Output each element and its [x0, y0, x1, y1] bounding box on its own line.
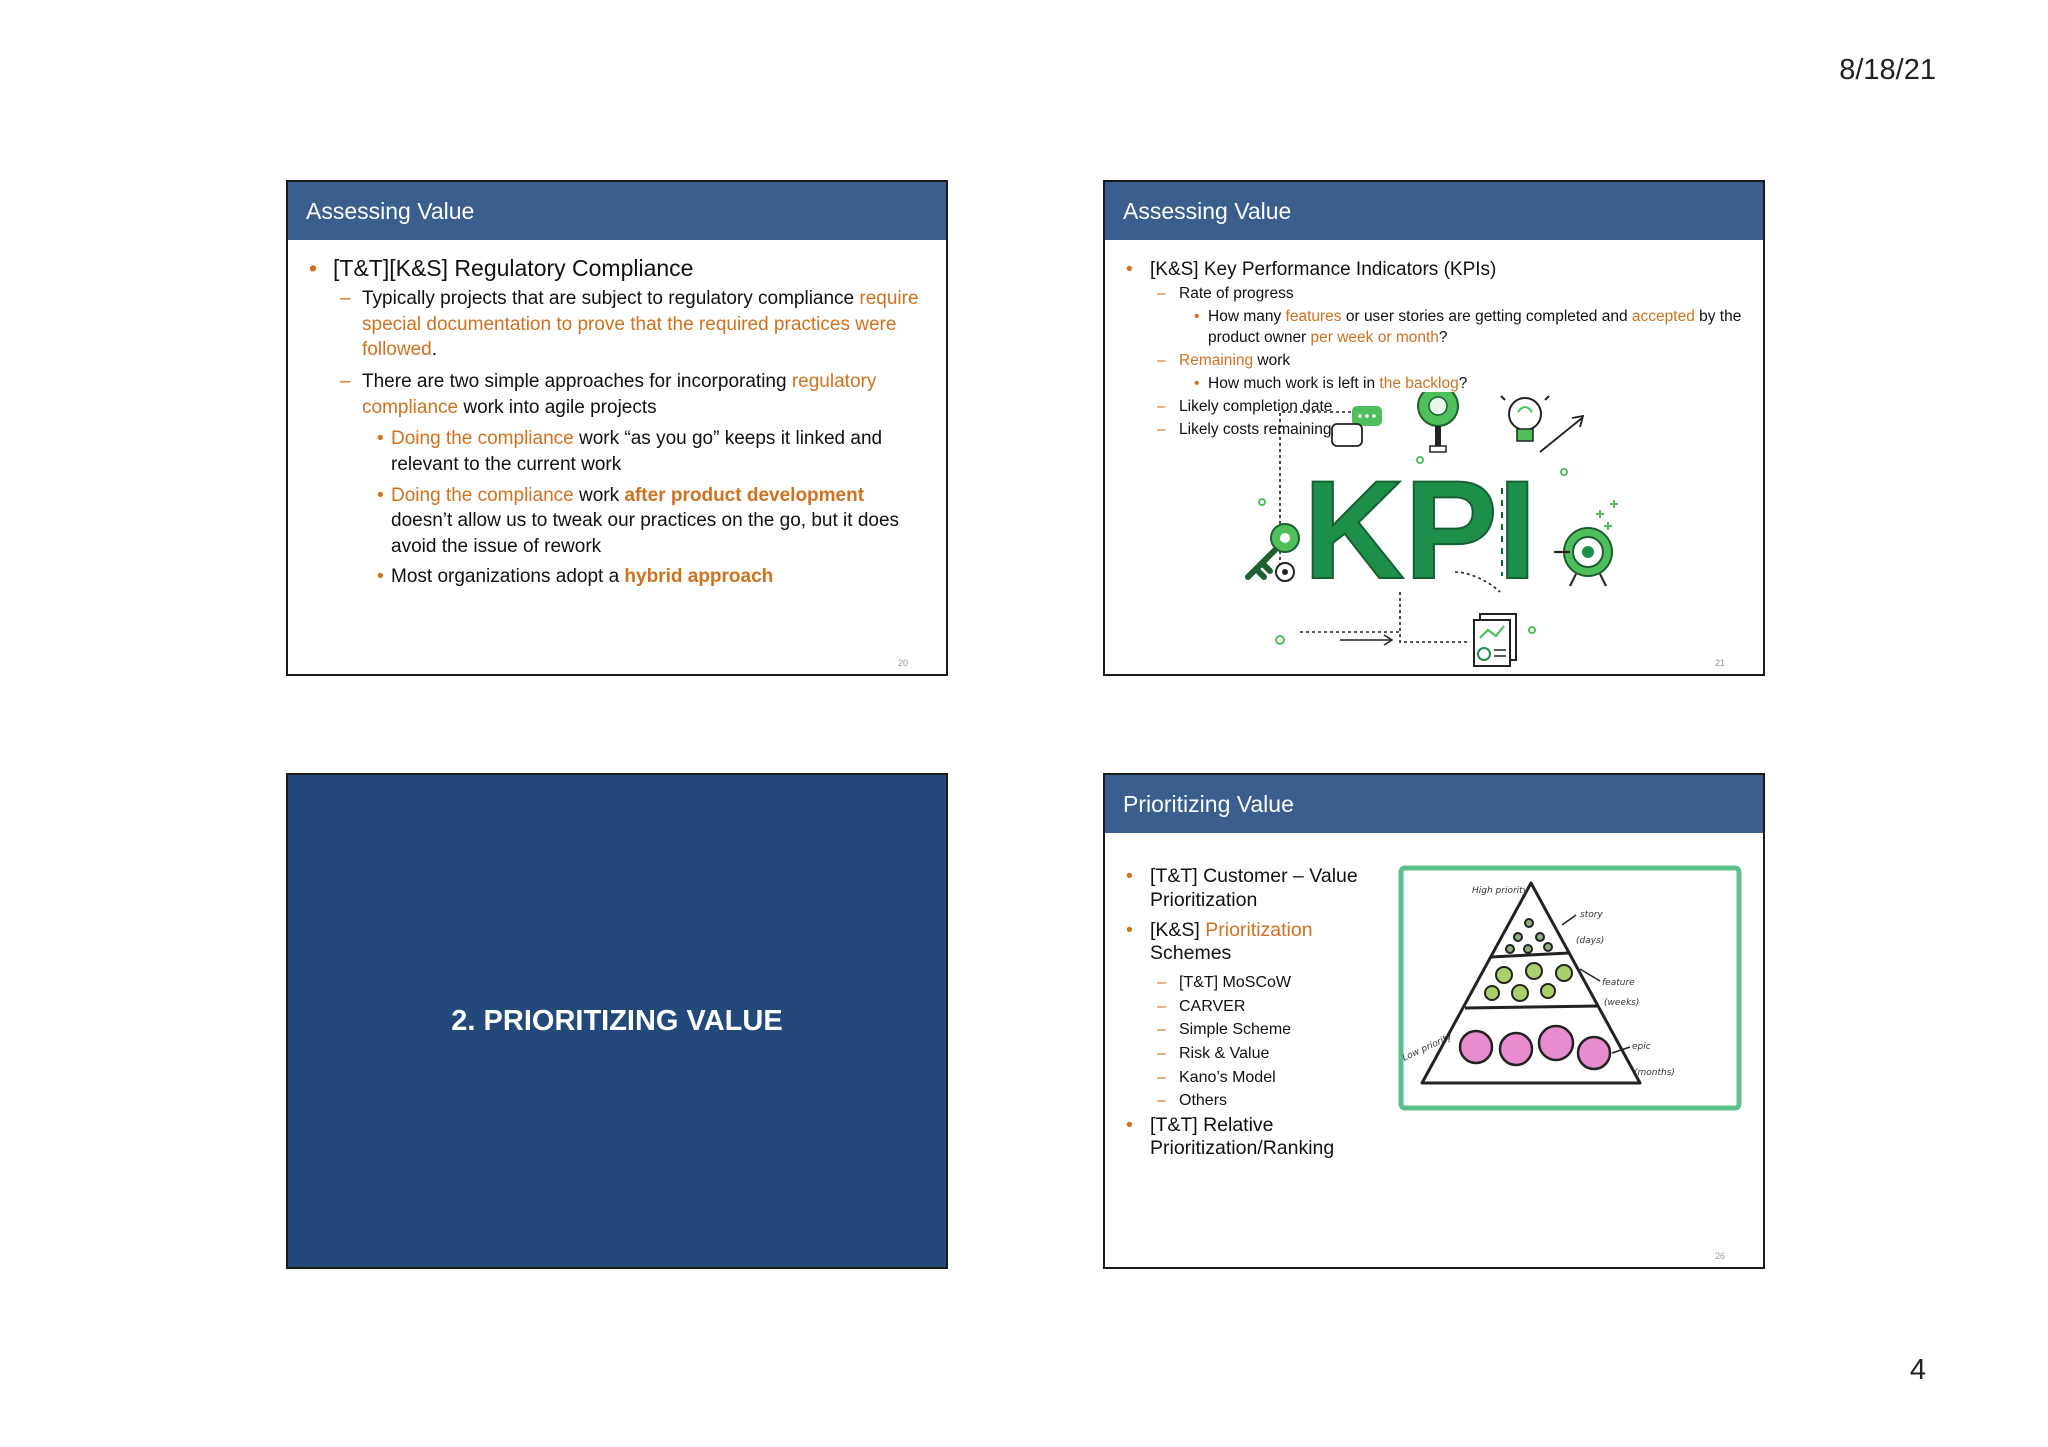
slide-number: 26: [1714, 1251, 1725, 1261]
slide-section-prioritizing: [286, 773, 948, 1269]
slide-assessing-value-compliance: [286, 180, 948, 676]
scheme-item: – [T&T] MoSCoW: [1123, 972, 1373, 994]
point-after-development: • Doing the compliance work after product development doesn’t allow us to tweak our practices on the go, but it does avoid the issue of rework: [306, 483, 926, 560]
label-low-priority: Low priority: [1401, 1032, 1454, 1064]
slide-body: [288, 240, 946, 590]
slide-body: [1105, 240, 1763, 441]
bullet-relative-ranking: • [T&T] Relative Prioritization/Ranking: [1123, 1114, 1373, 1162]
sub-bullet-remaining-work: – Remaining work: [1123, 351, 1743, 372]
point-backlog: • How much work is left in the backlog?: [1123, 374, 1743, 395]
bullet-regulatory-compliance: • [T&T][K&S] Regulatory Compliance: [306, 254, 926, 282]
label-days: (days): [1576, 936, 1605, 946]
sub-bullet-costs-remaining: – Likely costs remaining: [1123, 420, 1743, 441]
slide-assessing-value-kpi: [1103, 180, 1765, 676]
point-as-you-go: • Doing the compliance work “as you go” keeps it linked and relevant to the current work: [306, 426, 926, 477]
scheme-item: – Simple Scheme: [1123, 1019, 1373, 1041]
key-icon: [1248, 524, 1299, 581]
bullet-customer-value: • [T&T] Customer – Value Prioritization: [1123, 865, 1373, 913]
scheme-item: – Others: [1123, 1090, 1373, 1112]
slide-number: 21: [1714, 658, 1725, 668]
slide-body: [1105, 833, 1393, 1161]
bullet-prioritization-schemes: • [K&S] Prioritization Schemes: [1123, 919, 1373, 967]
slide-title: Assessing Value: [1105, 182, 1763, 240]
sub-bullet-two-approaches: – There are two simple approaches for incorporating regulatory compliance work into agile projects: [306, 369, 926, 420]
label-weeks: (weeks): [1604, 998, 1640, 1008]
point-hybrid: • Most organizations adopt a hybrid approach: [306, 564, 926, 590]
slide-number: 20: [897, 658, 908, 668]
point-features-completed: • How many features or user stories are getting completed and accepted by the product owner per week or month?: [1123, 307, 1743, 349]
report-document-icon: [1474, 614, 1516, 666]
scheme-item: – Kano’s Model: [1123, 1067, 1373, 1089]
scheme-item: – CARVER: [1123, 996, 1373, 1018]
label-feature: feature: [1602, 978, 1635, 988]
kpi-big-letters: KPI: [1303, 451, 1537, 608]
sub-bullet-rate-of-progress: – Rate of progress: [1123, 284, 1743, 305]
label-high-priority: High priority: [1472, 886, 1529, 896]
scheme-item: – Risk & Value: [1123, 1043, 1373, 1065]
page-number: 4: [1909, 1354, 1926, 1386]
label-epic: epic: [1632, 1042, 1651, 1052]
page-date: 8/18/21: [1839, 54, 1936, 86]
target-icon: [1554, 528, 1612, 586]
slide-title: Assessing Value: [288, 182, 946, 240]
label-months: (months): [1634, 1068, 1675, 1078]
slide-title: Prioritizing Value: [1105, 775, 1763, 833]
label-story: story: [1580, 910, 1603, 920]
slide-prioritizing-value: [1103, 773, 1765, 1269]
sub-bullet-completion-date: – Likely completion date: [1123, 397, 1743, 418]
sub-bullet-documentation: – Typically projects that are subject to regulatory compliance require special documentation to prove that the required practices were followed.: [306, 286, 926, 363]
priority-pyramid-diagram: [1398, 865, 1742, 1111]
bullet-kpis: • [K&S] Key Performance Indicators (KPIs): [1123, 258, 1743, 281]
section-title: 2. PRIORITIZING VALUE: [451, 1005, 783, 1037]
